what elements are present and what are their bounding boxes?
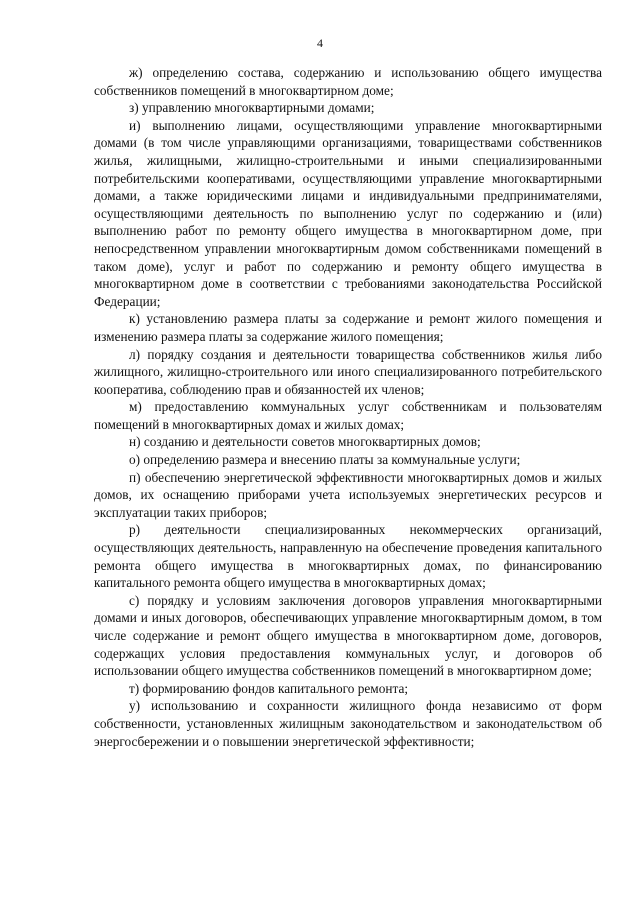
page-number: 4 (317, 36, 323, 50)
paragraph-n: н) созданию и деятельности советов многоквартирных домов; (129, 434, 481, 450)
paragraph-r: р) деятельности специализированных некоммерческих организаций, осуществляющих деятельность, направленную на обеспечение проведения капитального ремонта общего имущества в многоквартирных домах, по финансированию капитального ремонта общего имущества в многоквартирных домах; (94, 522, 602, 591)
paragraph-o: о) определению размера и внесению платы за коммунальные услуги; (129, 452, 521, 468)
paragraph-z: з) управлению многоквартирными домами; (129, 100, 375, 116)
paragraph-k: к) установлению размера платы за содержание и ремонт жилого помещения и изменению размера платы за содержание жилого помещения; (94, 311, 602, 344)
paragraph-m: м) предоставлению коммунальных услуг собственникам и пользователям помещений в многоквартирных домах и жилых домах; (94, 399, 602, 432)
paragraph-p: п) обеспечению энергетической эффективности многоквартирных домов и жилых домов, их оснащению приборами учета используемых энергетических ресурсов и эксплуатации таких приборов; (94, 469, 602, 520)
paragraph-s: с) порядку и условиям заключения договоров управления многоквартирными домами и иных договоров, обеспечивающих управление многоквартирным домом, в том числе содержание и ремонт общего имущества в многоквартирном доме, договоров, содержащих условия предоставления коммунальных услуг, и договоров об использовании общего имущества собственников помещений в многоквартирном доме; (94, 592, 602, 679)
paragraph-i: и) выполнению лицами, осуществляющими управление многоквартирными домами (в том числе управляющими организациями, товариществами собственников жилья, жилищными, жилищно-строительными и иными специализированными потребительскими кооперативами, осуществляющими управление многоквартирными домами, а также юридическими лицами и индивидуальными предпринимателями, осуществляющими деятельность по выполнению услуг по содержанию и (или) выполнению работ по ремонту общего имущества в многоквартирном доме, при непосредственном управлении многоквартирным домом собственниками помещений в таком доме), услуг и работ по содержанию и ремонту общего имущества в многоквартирном доме в соответствии с требованиями законодательства Российской Федерации; (94, 117, 602, 309)
document-body (94, 64, 602, 750)
paragraph-u: у) использованию и сохранности жилищного фонда независимо от форм собственности, установленных жилищным законодательством и законодательством об энергосбережении и о повышении энергетической эффективности; (94, 698, 602, 749)
paragraph-t: т) формированию фондов капитального ремонта; (129, 680, 409, 696)
paragraph-l: л) порядку создания и деятельности товарищества собственников жилья либо жилищного, жилищно-строительного или иного специализированного потребительского кооператива, соблюдению прав и обязанностей их членов; (94, 346, 602, 397)
paragraph-zh: ж) определению состава, содержанию и использованию общего имущества собственников помещений в многоквартирном доме; (94, 65, 602, 98)
